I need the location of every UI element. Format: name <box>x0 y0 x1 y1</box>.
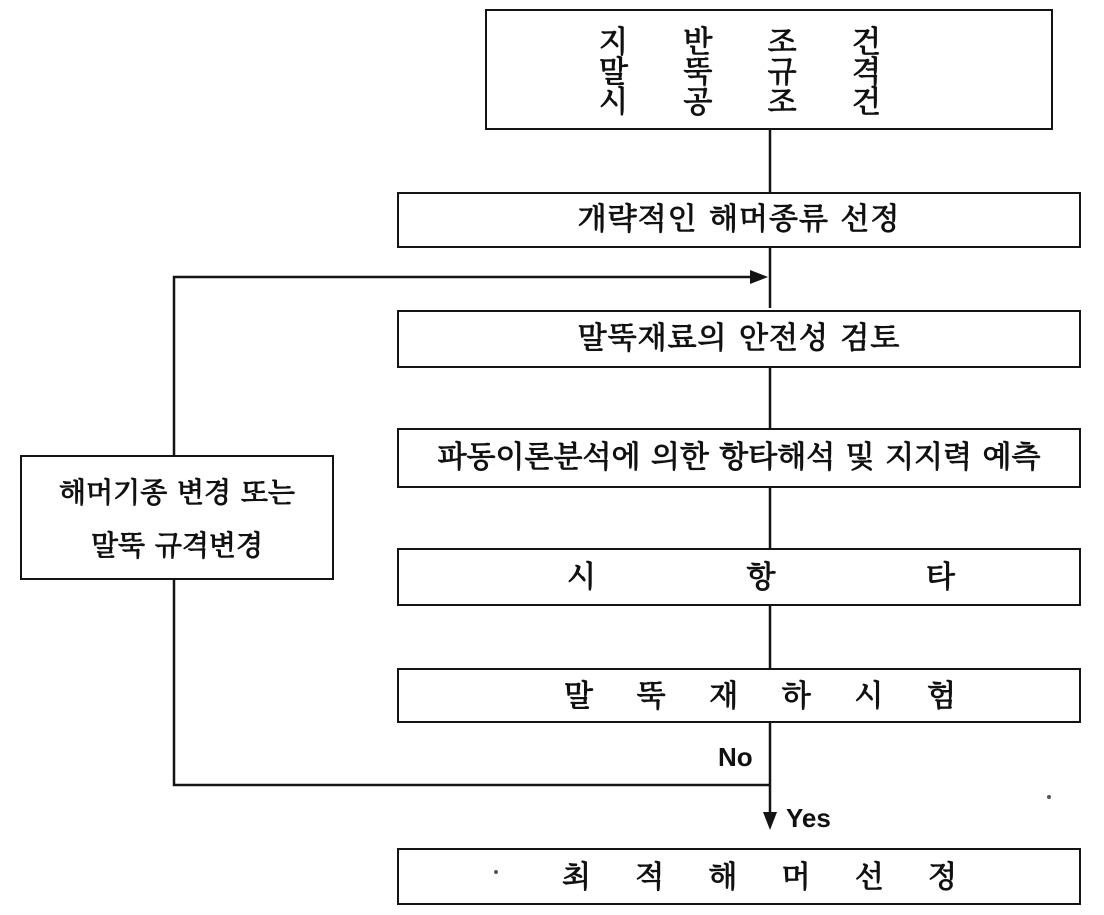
hammer-type-selection-label: 개략적인 해머종류 선정 <box>577 202 901 237</box>
step-char: 말 <box>564 679 593 714</box>
change-hammer-or-pile-box <box>20 455 334 580</box>
top-char: 조 <box>767 25 797 60</box>
hammer-type-selection-box <box>397 192 1081 248</box>
pile-safety-review-label: 말뚝재료의 안전성 검토 <box>577 321 901 356</box>
pile-load-test-box <box>397 668 1081 723</box>
top-char: 규 <box>767 55 797 90</box>
step-char: 선 <box>854 860 884 895</box>
top-char: 격 <box>851 55 881 90</box>
top-char: 건 <box>851 85 881 120</box>
change-pile-spec-line: 말뚝 규격변경 <box>90 529 264 562</box>
optimal-hammer-selection-box <box>397 848 1081 905</box>
top-char: 조 <box>767 85 797 120</box>
input-conditions-box <box>485 9 1053 130</box>
scan-speck <box>1047 795 1051 799</box>
pile-safety-review-box <box>397 310 1081 368</box>
optimal-hammer-selection-label <box>399 860 1079 895</box>
no-label: No <box>718 742 753 772</box>
top-char: 건 <box>851 25 881 60</box>
step-char: 시 <box>854 679 884 714</box>
test-pile-driving-box <box>397 548 1081 606</box>
step-char: 타 <box>926 560 955 595</box>
top-char: 말 <box>599 55 628 90</box>
step-char: 머 <box>781 860 811 895</box>
step-char: 항 <box>746 560 776 595</box>
pile-specification-line <box>487 55 1051 90</box>
wave-analysis-box <box>397 428 1081 488</box>
step-char: 최 <box>562 860 591 895</box>
pile-load-test-label <box>399 679 1079 714</box>
top-char: 뚝 <box>683 55 713 90</box>
top-char: 시 <box>599 85 628 120</box>
step-char: 재 <box>709 679 739 714</box>
change-hammer-line: 해머기종 변경 또는 <box>59 476 295 509</box>
top-char: 지 <box>599 25 628 60</box>
step-char: 하 <box>781 679 811 714</box>
yes-label: Yes <box>786 803 831 833</box>
step-char: 뚝 <box>636 679 666 714</box>
construction-conditions-line <box>487 85 1051 120</box>
top-char: 공 <box>683 85 713 120</box>
step-char: 시 <box>567 560 596 595</box>
wave-analysis-label: 파동이론분석에 의한 항타해석 및 지지력 예측 <box>437 440 1041 475</box>
test-pile-driving-label <box>399 560 1079 595</box>
ground-conditions-line <box>487 25 1051 60</box>
arrowhead-down <box>763 812 777 830</box>
step-char: 적 <box>635 860 665 895</box>
arrowhead-right <box>750 270 768 284</box>
step-char: 정 <box>928 860 957 895</box>
step-char: 험 <box>926 679 956 714</box>
step-char: 해 <box>708 860 738 895</box>
scan-speck <box>494 870 498 874</box>
top-char: 반 <box>683 25 713 60</box>
